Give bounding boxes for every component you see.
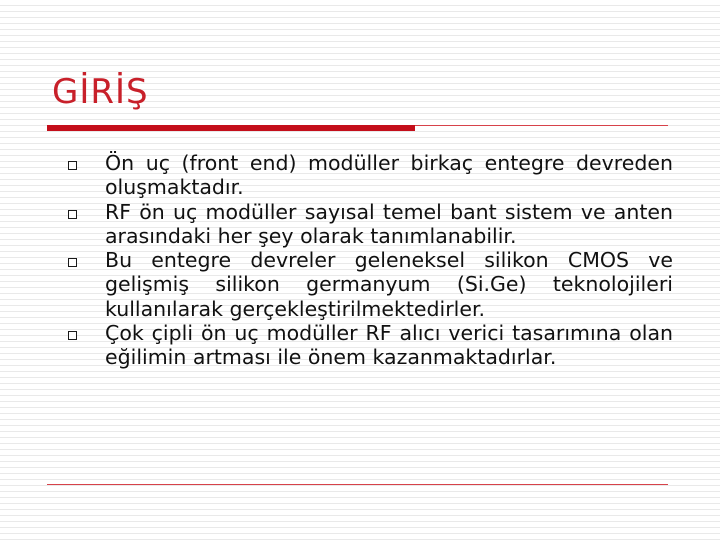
bullet-item (68, 248, 673, 321)
bullet-text: RF ön uç modüller sayısal temel bant sistem ve anten arasındaki her şey olarak tanımlanabilir. (105, 199, 673, 248)
bullet-item (68, 151, 673, 200)
bullet-item (68, 321, 673, 370)
bullet-list (68, 151, 673, 370)
footer-rule (47, 484, 668, 485)
bullet-text: Bu entegre devreler geleneksel silikon CMOS ve gelişmiş silikon germanyum (Si.Ge) teknolojileri kullanılarak gerçekleştirilmektedirler. (105, 248, 673, 321)
bullet-text: Ön uç (front end) modüller birkaç entegre devreden oluşmaktadır. (105, 151, 673, 200)
slide-title: GİRİŞ (52, 72, 149, 112)
hollow-square-bullet-icon (68, 331, 77, 340)
hollow-square-bullet-icon (68, 161, 77, 170)
bullet-item (68, 200, 673, 249)
bullet-text: Çok çipli ön uç modüller RF alıcı verici tasarımına olan eğilimin artması ile önem kazanmaktadırlar. (105, 321, 673, 370)
title-underline-thick (47, 125, 415, 131)
hollow-square-bullet-icon (68, 210, 77, 219)
title-underline-thin (415, 125, 668, 126)
hollow-square-bullet-icon (68, 258, 77, 267)
